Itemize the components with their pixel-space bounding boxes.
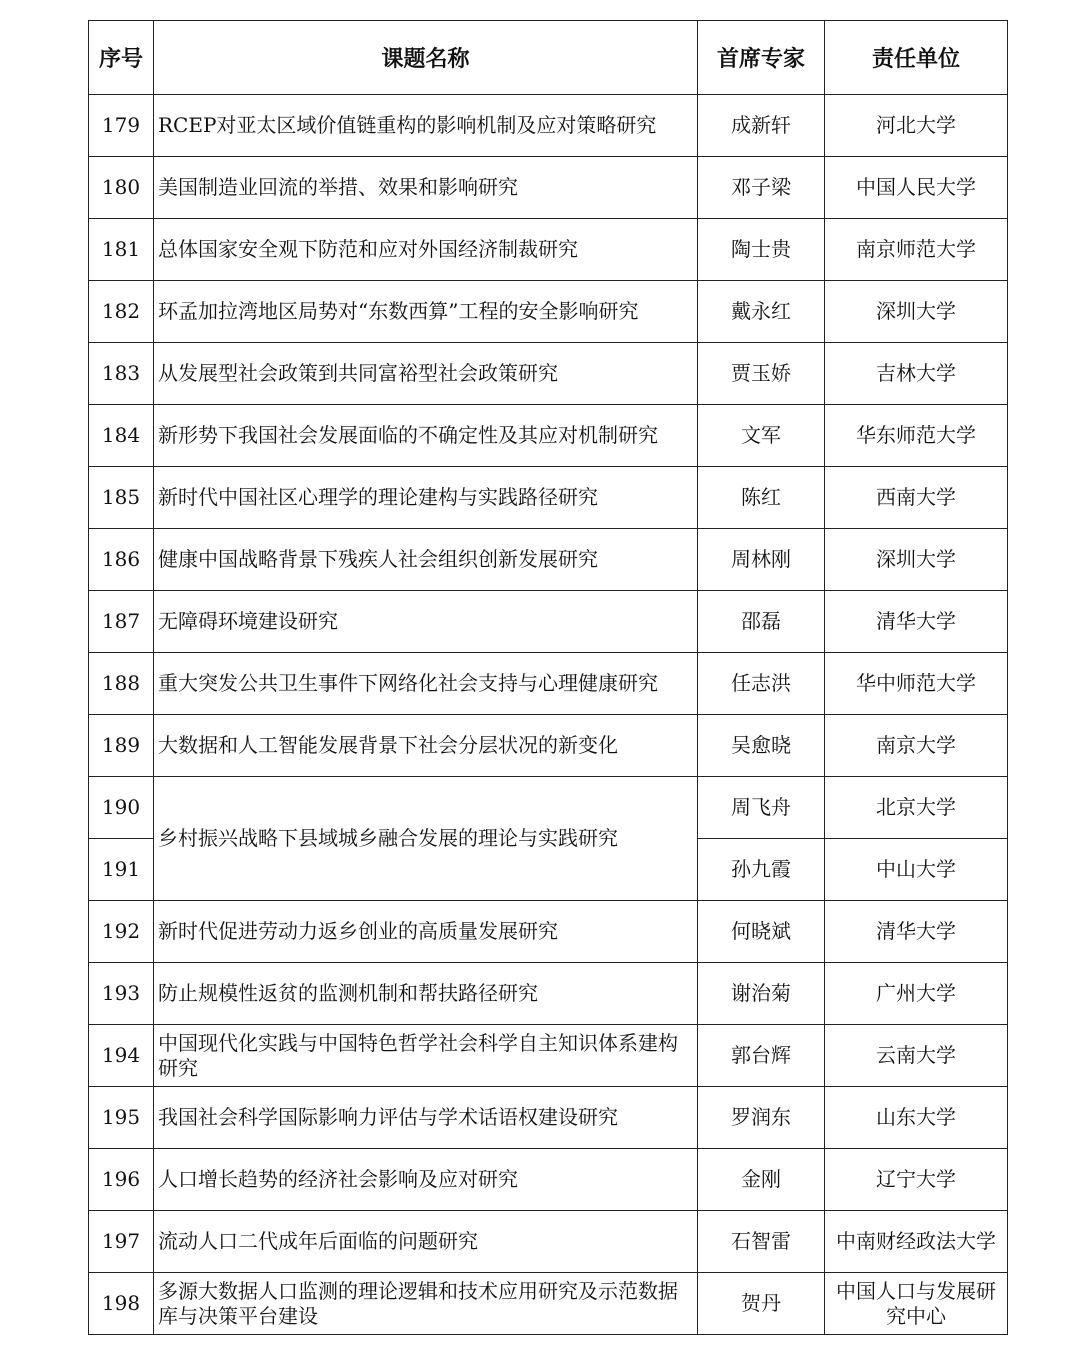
row-number: 188: [89, 653, 154, 715]
responsible-unit: 中南财经政法大学: [825, 1211, 1008, 1273]
table-row: [89, 715, 1008, 777]
table-body: [89, 95, 1008, 1335]
project-title: 流动人口二代成年后面临的问题研究: [154, 1211, 698, 1273]
responsible-unit: 清华大学: [825, 901, 1008, 963]
table-row: [89, 777, 1008, 839]
table-row: [89, 219, 1008, 281]
table-row: [89, 343, 1008, 405]
responsible-unit: 山东大学: [825, 1087, 1008, 1149]
responsible-unit: 广州大学: [825, 963, 1008, 1025]
row-number: 196: [89, 1149, 154, 1211]
row-number: 180: [89, 157, 154, 219]
chief-expert: 任志洪: [698, 653, 825, 715]
chief-expert: 金刚: [698, 1149, 825, 1211]
responsible-unit: 清华大学: [825, 591, 1008, 653]
row-number: 181: [89, 219, 154, 281]
chief-expert: 周飞舟: [698, 777, 825, 839]
row-number: 189: [89, 715, 154, 777]
responsible-unit: 华东师范大学: [825, 405, 1008, 467]
responsible-unit: 南京师范大学: [825, 219, 1008, 281]
row-number: 186: [89, 529, 154, 591]
table-row: [89, 1087, 1008, 1149]
table-row: [89, 591, 1008, 653]
responsible-unit: 中国人民大学: [825, 157, 1008, 219]
row-number: 193: [89, 963, 154, 1025]
project-title: 重大突发公共卫生事件下网络化社会支持与心理健康研究: [154, 653, 698, 715]
chief-expert: 成新轩: [698, 95, 825, 157]
table-row: [89, 901, 1008, 963]
table-header-row: [89, 21, 1008, 95]
header-expert: 首席专家: [698, 21, 825, 95]
row-number: 187: [89, 591, 154, 653]
chief-expert: 贺丹: [698, 1273, 825, 1335]
row-number: 182: [89, 281, 154, 343]
row-number: 185: [89, 467, 154, 529]
responsible-unit: 北京大学: [825, 777, 1008, 839]
project-title: 防止规模性返贫的监测机制和帮扶路径研究: [154, 963, 698, 1025]
project-table: [88, 20, 1008, 1335]
chief-expert: 吴愈晓: [698, 715, 825, 777]
table-row: [89, 157, 1008, 219]
row-number: 191: [89, 839, 154, 901]
project-title: 美国制造业回流的举措、效果和影响研究: [154, 157, 698, 219]
row-number: 197: [89, 1211, 154, 1273]
row-number: 184: [89, 405, 154, 467]
project-title: 多源大数据人口监测的理论逻辑和技术应用研究及示范数据库与决策平台建设: [154, 1273, 698, 1335]
table-row: [89, 653, 1008, 715]
table-row: [89, 1149, 1008, 1211]
chief-expert: 陈红: [698, 467, 825, 529]
responsible-unit: 西南大学: [825, 467, 1008, 529]
chief-expert: 文军: [698, 405, 825, 467]
header-num: 序号: [89, 21, 154, 95]
table-row: [89, 1025, 1008, 1087]
responsible-unit: 吉林大学: [825, 343, 1008, 405]
table-row: [89, 529, 1008, 591]
project-title: 新形势下我国社会发展面临的不确定性及其应对机制研究: [154, 405, 698, 467]
row-number: 179: [89, 95, 154, 157]
row-number: 183: [89, 343, 154, 405]
row-number: 190: [89, 777, 154, 839]
chief-expert: 周林刚: [698, 529, 825, 591]
table-row: [89, 281, 1008, 343]
chief-expert: 郭台辉: [698, 1025, 825, 1087]
project-title: 健康中国战略背景下残疾人社会组织创新发展研究: [154, 529, 698, 591]
row-number: 194: [89, 1025, 154, 1087]
table-row: [89, 1211, 1008, 1273]
chief-expert: 贾玉娇: [698, 343, 825, 405]
responsible-unit: 辽宁大学: [825, 1149, 1008, 1211]
responsible-unit: 深圳大学: [825, 281, 1008, 343]
table-row: [89, 95, 1008, 157]
project-title: 从发展型社会政策到共同富裕型社会政策研究: [154, 343, 698, 405]
project-title: 总体国家安全观下防范和应对外国经济制裁研究: [154, 219, 698, 281]
row-number: 198: [89, 1273, 154, 1335]
chief-expert: 何晓斌: [698, 901, 825, 963]
header-title: 课题名称: [154, 21, 698, 95]
responsible-unit: 南京大学: [825, 715, 1008, 777]
table-row: [89, 1273, 1008, 1335]
table-row: [89, 405, 1008, 467]
project-title: 新时代促进劳动力返乡创业的高质量发展研究: [154, 901, 698, 963]
chief-expert: 谢治菊: [698, 963, 825, 1025]
project-title: 中国现代化实践与中国特色哲学社会科学自主知识体系建构研究: [154, 1025, 698, 1087]
responsible-unit: 中国人口与发展研究中心: [825, 1273, 1008, 1335]
project-title: 大数据和人工智能发展背景下社会分层状况的新变化: [154, 715, 698, 777]
responsible-unit: 华中师范大学: [825, 653, 1008, 715]
row-number: 195: [89, 1087, 154, 1149]
row-number: 192: [89, 901, 154, 963]
chief-expert: 罗润东: [698, 1087, 825, 1149]
responsible-unit: 河北大学: [825, 95, 1008, 157]
project-title: 新时代中国社区心理学的理论建构与实践路径研究: [154, 467, 698, 529]
chief-expert: 石智雷: [698, 1211, 825, 1273]
chief-expert: 陶士贵: [698, 219, 825, 281]
chief-expert: 邓子梁: [698, 157, 825, 219]
chief-expert: 邵磊: [698, 591, 825, 653]
responsible-unit: 中山大学: [825, 839, 1008, 901]
chief-expert: 孙九霞: [698, 839, 825, 901]
project-title: 我国社会科学国际影响力评估与学术话语权建设研究: [154, 1087, 698, 1149]
project-title-merged: 乡村振兴战略下县域城乡融合发展的理论与实践研究: [154, 777, 698, 901]
table-row: [89, 467, 1008, 529]
project-title: RCEP对亚太区域价值链重构的影响机制及应对策略研究: [154, 95, 698, 157]
project-title: 人口增长趋势的经济社会影响及应对研究: [154, 1149, 698, 1211]
header-unit: 责任单位: [825, 21, 1008, 95]
responsible-unit: 云南大学: [825, 1025, 1008, 1087]
chief-expert: 戴永红: [698, 281, 825, 343]
project-title: 无障碍环境建设研究: [154, 591, 698, 653]
project-title: 环孟加拉湾地区局势对“东数西算”工程的安全影响研究: [154, 281, 698, 343]
table-row: [89, 963, 1008, 1025]
responsible-unit: 深圳大学: [825, 529, 1008, 591]
